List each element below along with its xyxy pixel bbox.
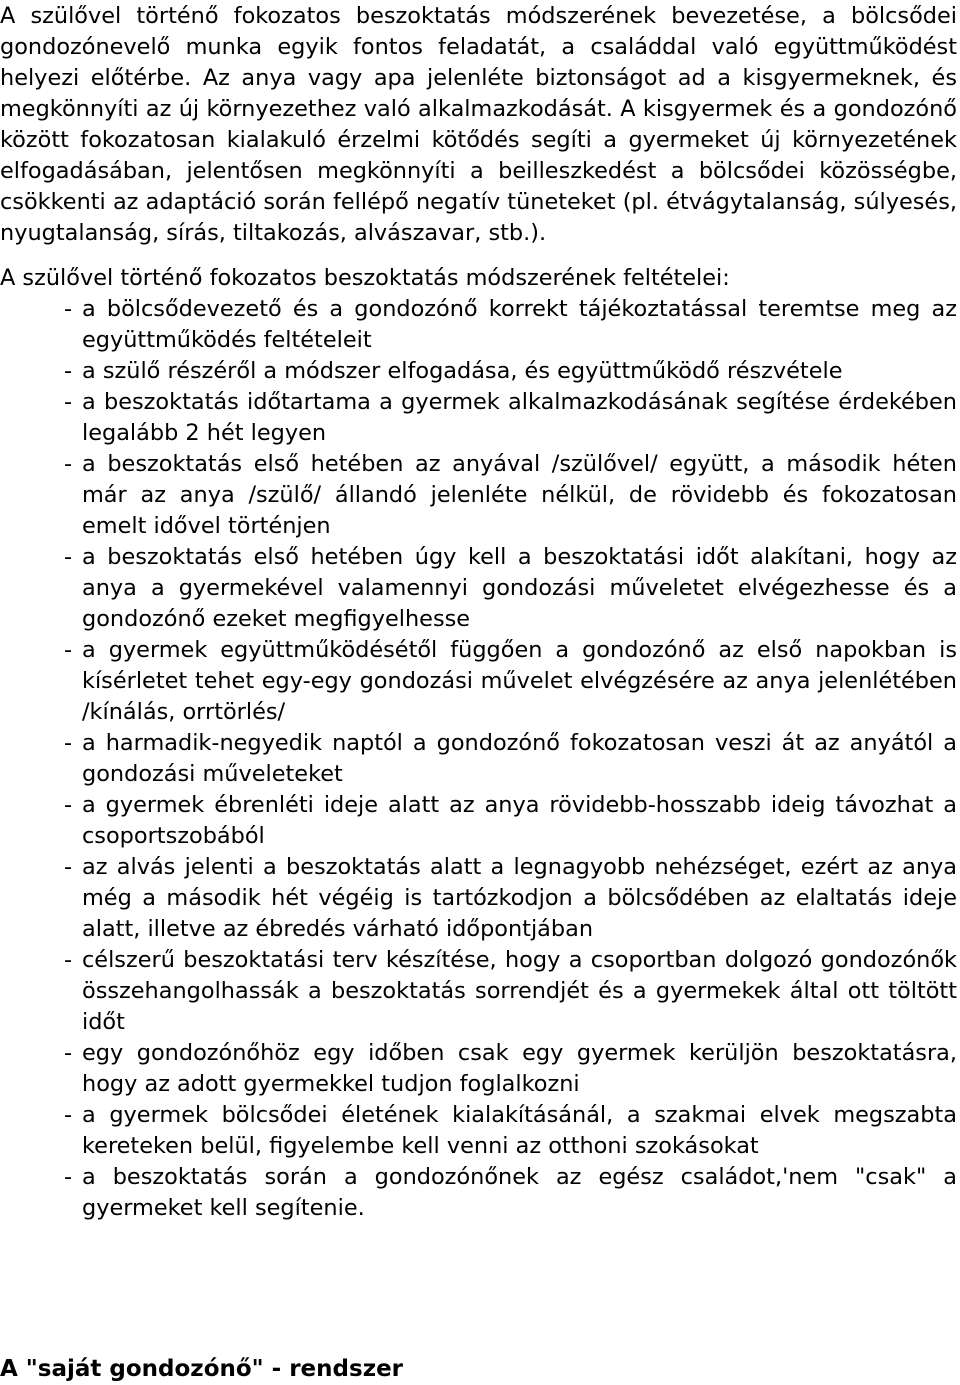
list-item-text: a gyermek bölcsődei életének kialakításánál, a szakmai elvek megszabta kereteken belül, figyelembe kell venni az otthoni szokásokat [82,1102,957,1159]
list-item-text: a beszoktatás első hetében az anyával /szülővel/ együtt, a második héten már az anya /szülő/ állandó jelenléte nélkül, de rövidebb és fokozatosan emelt idővel történjen [82,451,957,539]
list-item [0,728,957,790]
list-dash: - [64,637,73,663]
section-heading: A "saját gondozónő" - rendszer [0,1356,404,1382]
list-dash: - [64,296,73,322]
list-item-text: a bölcsődevezető és a gondozónő korrekt tájékoztatással teremtse meg az együttműködés feltételeit [82,296,957,353]
list-item-text: a harmadik-negyedik naptól a gondozónő fokozatosan veszi át az anyától a gondozási műveleteket [82,730,957,787]
list-item [0,294,957,356]
list-item-text: a gyermek ébrenléti ideje alatt az anya rövidebb-hosszabb ideig távozhat a csoportszobából [82,792,957,849]
list-item [0,449,957,542]
intro-paragraph: A szülővel történő fokozatos beszoktatás módszerének bevezetése, a bölcsődei gondozónevelő munka egyik fontos feladatát, a családdal való együttműködést helyezi előtérbe. Az anya vagy apa jelenléte biztonságot ad a kisgyermeknek, és megkönnyíti az új környezethez való alkalmazkodását. A kisgyermek és a gondozónő között fokozatosan kialakuló érzelmi kötődés segíti a gyermeket új környezetének elfogadásában, jelentősen megkönnyíti a beilleszkedést a bölcsődei közösségbe, csökkenti az adaptáció során fellépő negatív tüneteket (pl. étvágytalanság, súlyesés, nyugtalanság, sírás, tiltakozás, alvászavar, stb.). [0,3,957,246]
list-item-text: az alvás jelenti a beszoktatás alatt a legnagyobb nehézséget, ezért az anya még a második hét végéig is tartózkodjon a bölcsődében az elaltatás ideje alatt, illetve az ébredés várható időpontjában [82,854,957,942]
list-item-text: a beszoktatás első hetében úgy kell a beszoktatási időt alakítani, hogy az anya a gyermekével valamennyi gondozási műveletet elvégezhesse és a gondozónő ezeket megfigyelhesse [82,544,957,632]
list-item [0,387,957,449]
list-item-text: a szülő részéről a módszer elfogadása, és együttműködő részvétele [82,358,843,384]
list-dash: - [64,544,73,570]
conditions-title: A szülővel történő fokozatos beszoktatás módszerének feltételei: [0,265,730,291]
list-item-text: egy gondozónőhöz egy időben csak egy gyermek kerüljön beszoktatásra, hogy az adott gyermekkel tudjon foglalkozni [82,1040,957,1097]
list-dash: - [64,1040,73,1066]
list-item [0,945,957,1038]
list-dash: - [64,451,73,477]
list-dash: - [64,792,73,818]
list-item [0,356,957,387]
list-dash: - [64,1102,73,1128]
list-item-text: a beszoktatás időtartama a gyermek alkalmazkodásának segítése érdekében legalább 2 hét legyen [82,389,957,446]
list-dash: - [64,730,73,756]
list-item [0,542,957,635]
list-dash: - [64,358,73,384]
list-item-text: a beszoktatás során a gondozónőnek az egész családot,'nem "csak" a gyermeket kell segítenie. [82,1164,957,1221]
list-item [0,1162,957,1224]
list-dash: - [64,1164,73,1190]
list-item [0,790,957,852]
list-item-text: célszerű beszoktatási terv készítése, hogy a csoportban dolgozó gondozónők összehangolhassák a beszoktatás sorrendjét és a gyermekek által ott töltött időt [82,947,957,1035]
list-item [0,1038,957,1100]
list-item [0,635,957,728]
list-dash: - [64,854,73,880]
list-item [0,852,957,945]
conditions-list [0,294,960,1224]
list-dash: - [64,947,73,973]
list-dash: - [64,389,73,415]
list-item-text: a gyermek együttműködésétől függően a gondozónő az első napokban is kísérletet tehet egy-egy gondozási művelet elvégzésére az anya jelenlétében /kínálás, orrtörlés/ [82,637,957,725]
list-item [0,1100,957,1162]
